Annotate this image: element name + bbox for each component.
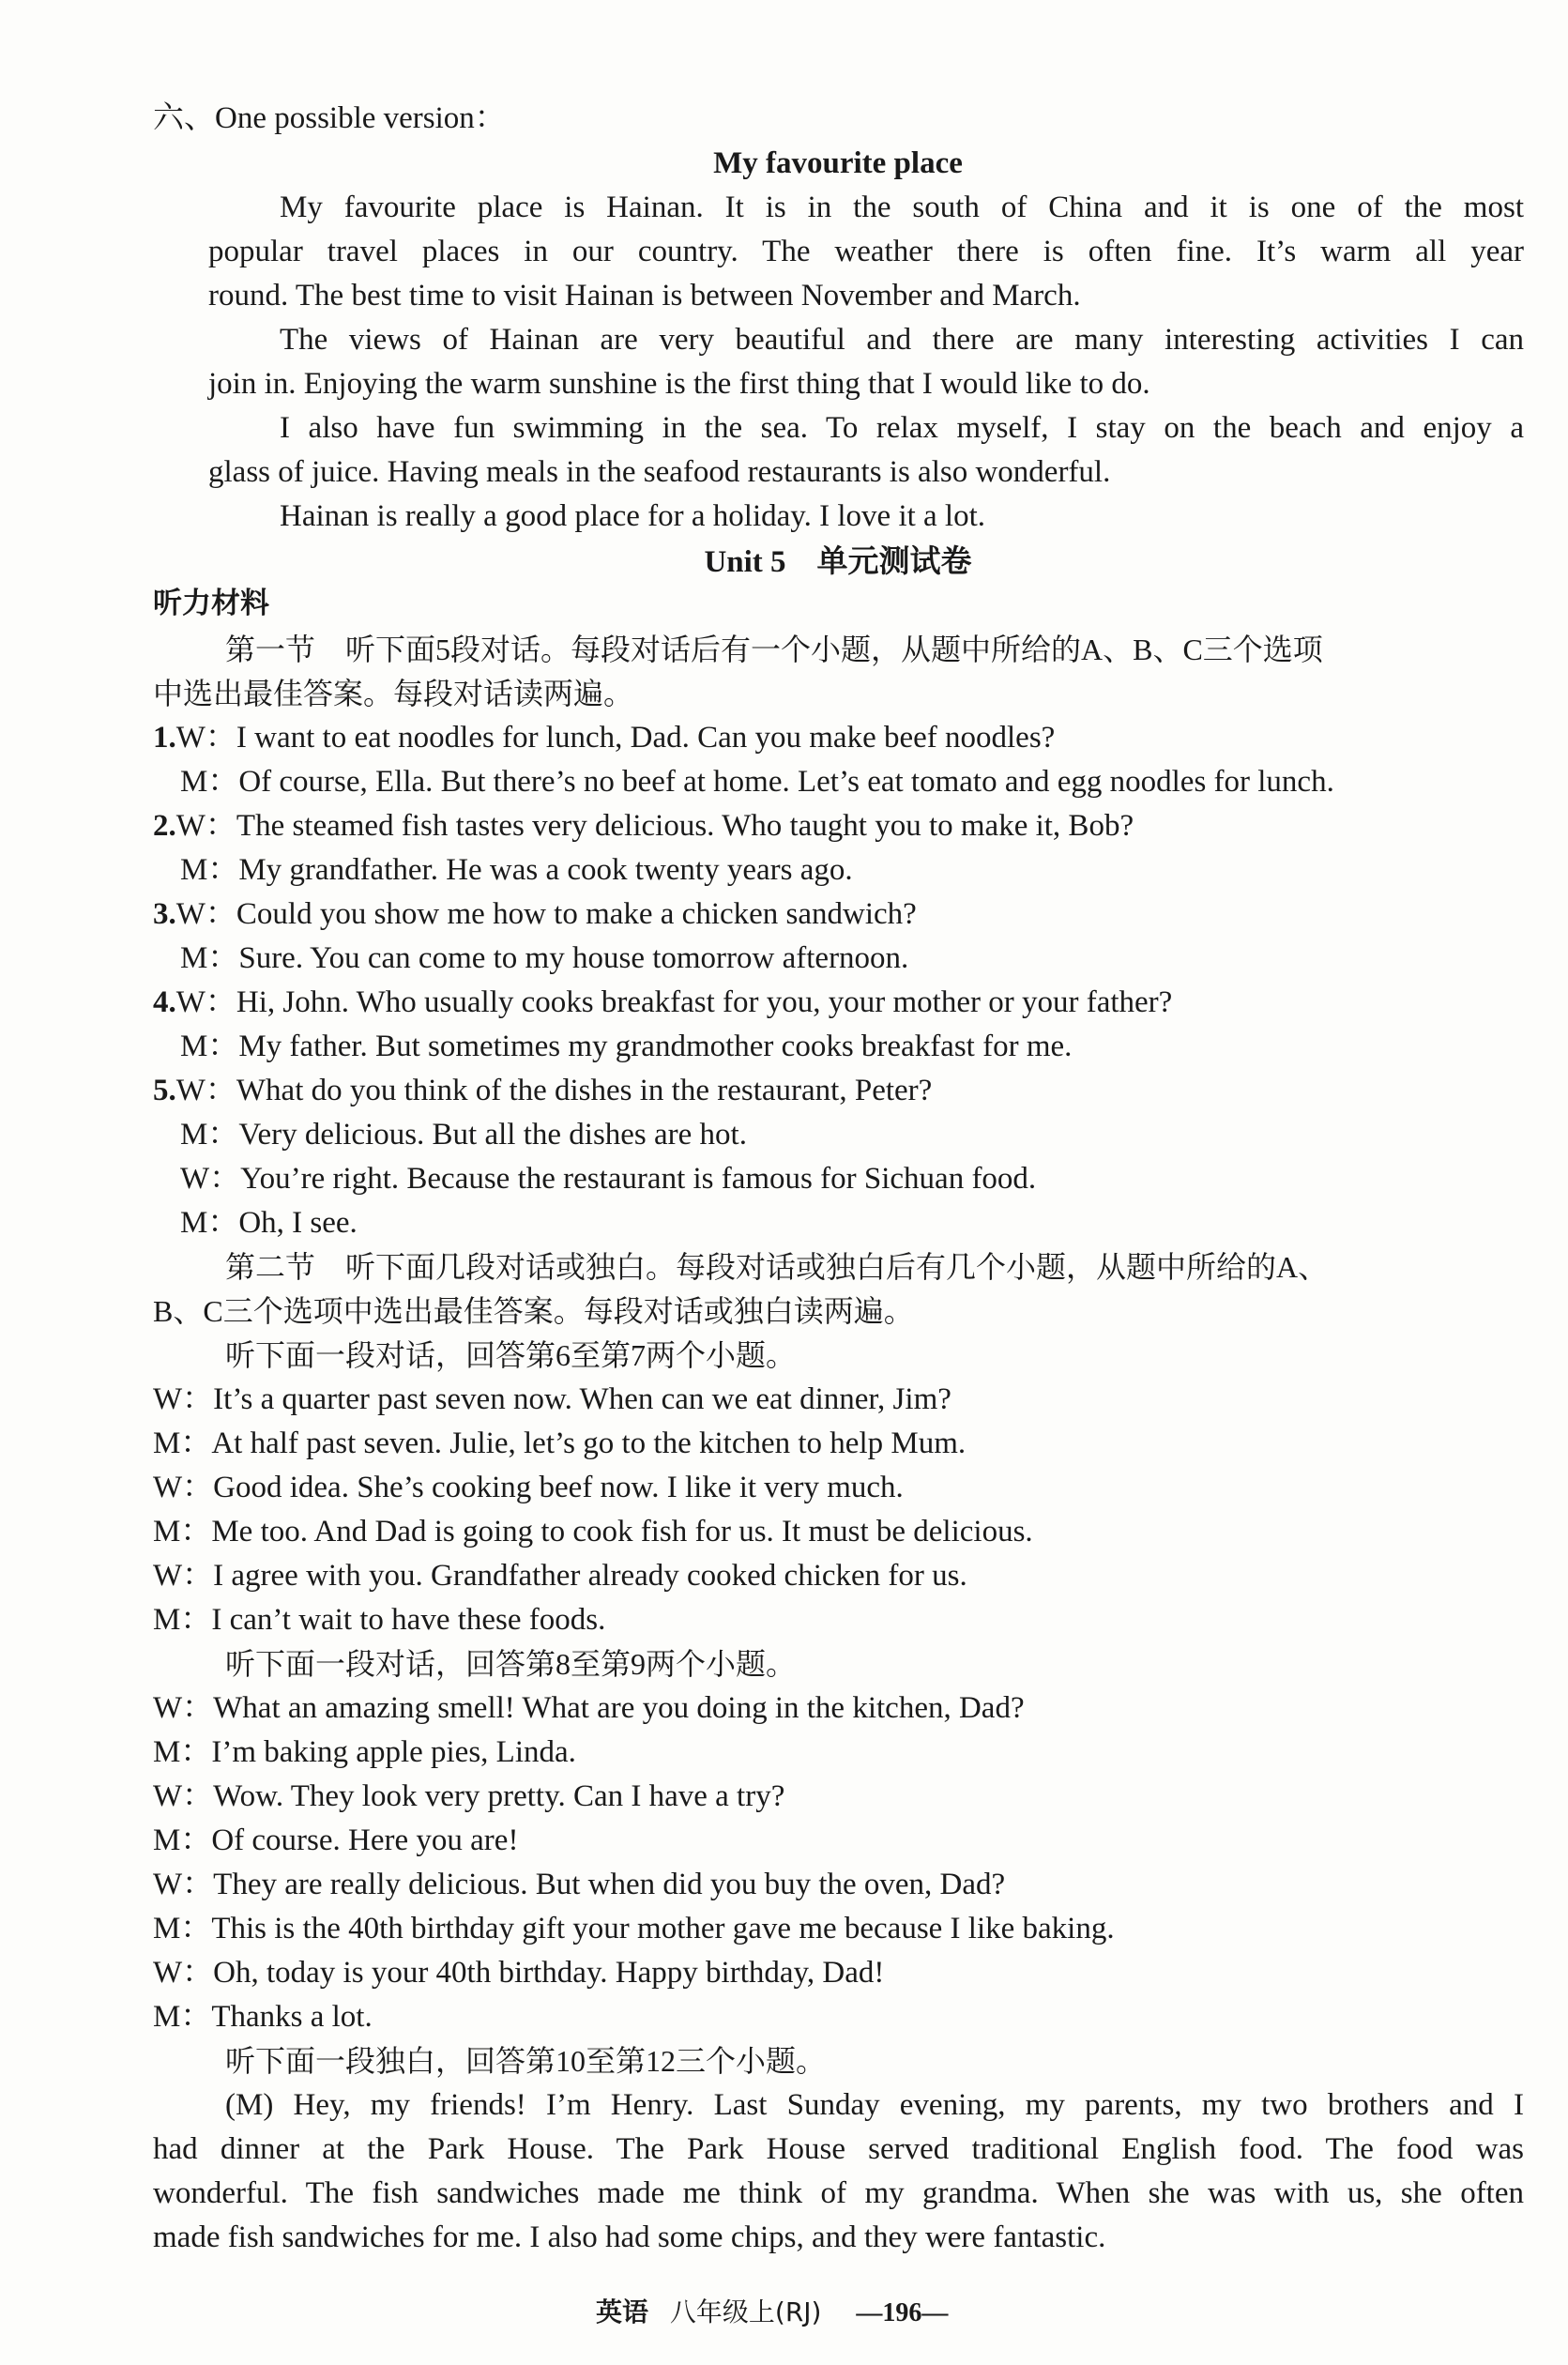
utterance: Very delicious. But all the dishes are hot.: [238, 1118, 747, 1152]
essay-paragraph-line: Hainan is really a good place for a holiday. I love it a lot.: [280, 499, 986, 533]
utterance: It’s a quarter past seven now. When can we eat dinner, Jim?: [213, 1382, 951, 1416]
speaker: W：: [180, 1162, 241, 1196]
part2-instruction: 第二节 听下面几段对话或独白。每段对话或独白后有几个小题，从题中所给的A、: [225, 1250, 1329, 1284]
utterance: Could you show me how to make a chicken sandwich?: [236, 897, 917, 931]
question-number: 5.: [153, 1074, 176, 1107]
dialogue-line: [180, 1120, 747, 1151]
utterance: Thanks a lot.: [211, 2000, 373, 2034]
dialogue-line: [180, 1208, 358, 1239]
speaker: M：: [153, 1515, 212, 1549]
utterance: At half past seven. Julie, let’s go to the kitchen to help Mum.: [211, 1427, 967, 1460]
monologue-line: made fish sandwiches for me. I also had some chips, and they were fantastic.: [153, 2220, 1106, 2254]
speaker: M：: [180, 853, 239, 887]
dialogue-line: [180, 1031, 1072, 1062]
dialogue-line: [153, 1472, 904, 1503]
dialogue-line: [153, 723, 1055, 754]
speaker: M：: [180, 1118, 239, 1152]
utterance: Of course, Ella. But there’s no beef at home. Let’s eat tomato and egg noodles for lunch.: [238, 765, 1334, 799]
dialogue-line: [153, 987, 1172, 1018]
utterance: You’re right. Because the restaurant is famous for Sichuan food.: [240, 1162, 1037, 1196]
unit-title: Unit 5 单元测试卷: [704, 545, 972, 579]
speaker: W：: [153, 1471, 214, 1504]
utterance: What do you think of the dishes in the restaurant, Peter?: [236, 1074, 933, 1107]
part1-instruction: 中选出最佳答案。每段对话读两遍。: [153, 677, 634, 710]
conversation-intro: 听下面一段对话，回答第6至第7两个小题。: [225, 1338, 797, 1372]
speaker: M：: [153, 1735, 212, 1769]
part2-instruction: B、C三个选项中选出最佳答案。每段对话或独白读两遍。: [153, 1294, 914, 1328]
dialogue-line: [153, 1428, 966, 1459]
speaker: W：: [153, 1779, 214, 1813]
speaker: M：: [180, 765, 239, 799]
speaker: M：: [180, 1206, 239, 1240]
speaker: W：: [153, 1382, 214, 1416]
question-number: 1.: [153, 721, 176, 755]
utterance: Wow. They look very pretty. Can I have a try?: [213, 1779, 785, 1813]
utterance: Of course. Here you are!: [211, 1823, 519, 1857]
speaker: W：: [153, 1868, 214, 1901]
page-footer: [596, 2296, 949, 2327]
monologue-intro: 听下面一段独白，回答第10至第12三个小题。: [225, 2044, 827, 2078]
utterance: I want to eat noodles for lunch, Dad. Can you make beef noodles?: [236, 721, 1056, 755]
speaker: W：: [175, 721, 236, 755]
essay-paragraph-line: join in. Enjoying the warm sunshine is the first thing that I would like to do.: [208, 367, 1150, 401]
utterance: My father. But sometimes my grandmother cooks breakfast for me.: [238, 1030, 1073, 1063]
speaker: W：: [153, 1691, 214, 1725]
utterance: Sure. You can come to my house tomorrow afternoon.: [238, 941, 909, 975]
utterance: This is the 40th birthday gift your mother gave me because I like baking.: [211, 1912, 1115, 1945]
essay-paragraph-line: popular travel places in our country. The weather there is often fine. It’s warm all year: [208, 235, 1524, 268]
dialogue-line: [153, 1605, 605, 1636]
speaker: W：: [175, 985, 236, 1019]
speaker: M：: [153, 1912, 212, 1945]
footer-grade: 八年级上(RJ): [669, 2296, 822, 2327]
dialogue-line: [153, 1958, 884, 1989]
essay-paragraph-line: My favourite place is Hainan. It is in the south of China and it is one of the most: [280, 191, 1524, 224]
speaker: M：: [153, 1603, 212, 1637]
speaker: W：: [175, 809, 236, 843]
utterance: Hi, John. Who usually cooks breakfast for you, your mother or your father?: [236, 985, 1173, 1019]
speaker: M：: [180, 1030, 239, 1063]
essay-title: My favourite place: [713, 146, 963, 180]
question-number: 4.: [153, 985, 176, 1019]
speaker: M：: [153, 1427, 212, 1460]
section-heading: 听力材料: [153, 587, 269, 620]
dialogue-line: [153, 1781, 784, 1812]
utterance: Oh, today is your 40th birthday. Happy birthday, Dad!: [213, 1956, 885, 1990]
dialogue-line: [153, 1869, 1005, 1900]
dialogue-line: [180, 943, 908, 974]
speaker: M：: [153, 2000, 212, 2034]
monologue-line: (M) Hey, my friends! I’m Henry. Last Sunday evening, my parents, my two brothers and I: [225, 2088, 1524, 2122]
dialogue-line: [153, 1076, 932, 1106]
speaker: M：: [180, 941, 239, 975]
essay-paragraph-line: I also have fun swimming in the sea. To relax myself, I stay on the beach and enjoy a: [280, 411, 1524, 445]
essay-paragraph-line: glass of juice. Having meals in the seafood restaurants is also wonderful.: [208, 455, 1111, 489]
speaker: W：: [175, 1074, 236, 1107]
utterance: I agree with you. Grandfather already cooked chicken for us.: [213, 1559, 967, 1593]
utterance: What an amazing smell! What are you doing in the kitchen, Dad?: [213, 1691, 1025, 1725]
speaker: M：: [153, 1823, 212, 1857]
conversation-intro: 听下面一段对话，回答第8至第9两个小题。: [225, 1647, 797, 1681]
dialogue-line: [153, 1517, 1033, 1548]
dialogue-line: [153, 899, 917, 930]
monologue-line: had dinner at the Park House. The Park House served traditional English food. The food was: [153, 2132, 1524, 2166]
utterance: Me too. And Dad is going to cook fish for us. It must be delicious.: [211, 1515, 1033, 1549]
dialogue-line: [180, 767, 1334, 798]
dialogue-line: [153, 1737, 576, 1768]
footer-page-number: —196—: [856, 2298, 949, 2327]
utterance: Good idea. She’s cooking beef now. I like it very much.: [213, 1471, 904, 1504]
dialogue-line: [153, 1693, 1025, 1724]
utterance: Oh, I see.: [238, 1206, 358, 1240]
speaker: W：: [175, 897, 236, 931]
dialogue-line: [153, 2002, 373, 2033]
dialogue-line: [180, 1164, 1036, 1195]
dialogue-line: [153, 1384, 951, 1415]
utterance: I can’t wait to have these foods.: [211, 1603, 606, 1637]
utterance: They are really delicious. But when did you buy the oven, Dad?: [213, 1868, 1006, 1901]
dialogue-line: [153, 811, 1134, 842]
essay-intro: 六、One possible version：: [153, 101, 506, 135]
dialogue-line: [153, 1914, 1115, 1945]
monologue-line: wonderful. The fish sandwiches made me think of my grandma. When she was with us, she often: [153, 2176, 1524, 2210]
utterance: The steamed fish tastes very delicious. Who taught you to make it, Bob?: [236, 809, 1134, 843]
essay-paragraph-line: The views of Hainan are very beautiful and there are many interesting activities I can: [280, 323, 1524, 357]
utterance: My grandfather. He was a cook twenty years ago.: [238, 853, 853, 887]
speaker: W：: [153, 1559, 214, 1593]
dialogue-line: [180, 855, 853, 886]
question-number: 3.: [153, 897, 176, 931]
question-number: 2.: [153, 809, 176, 843]
footer-subject: 英语: [596, 2296, 649, 2327]
dialogue-line: [153, 1825, 518, 1856]
part1-instruction: 第一节 听下面5段对话。每段对话后有一个小题，从题中所给的A、B、C三个选项: [225, 633, 1323, 666]
utterance: I’m baking apple pies, Linda.: [211, 1735, 576, 1769]
essay-paragraph-line: round. The best time to visit Hainan is between November and March.: [208, 279, 1081, 313]
dialogue-line: [153, 1561, 967, 1592]
speaker: W：: [153, 1956, 214, 1990]
